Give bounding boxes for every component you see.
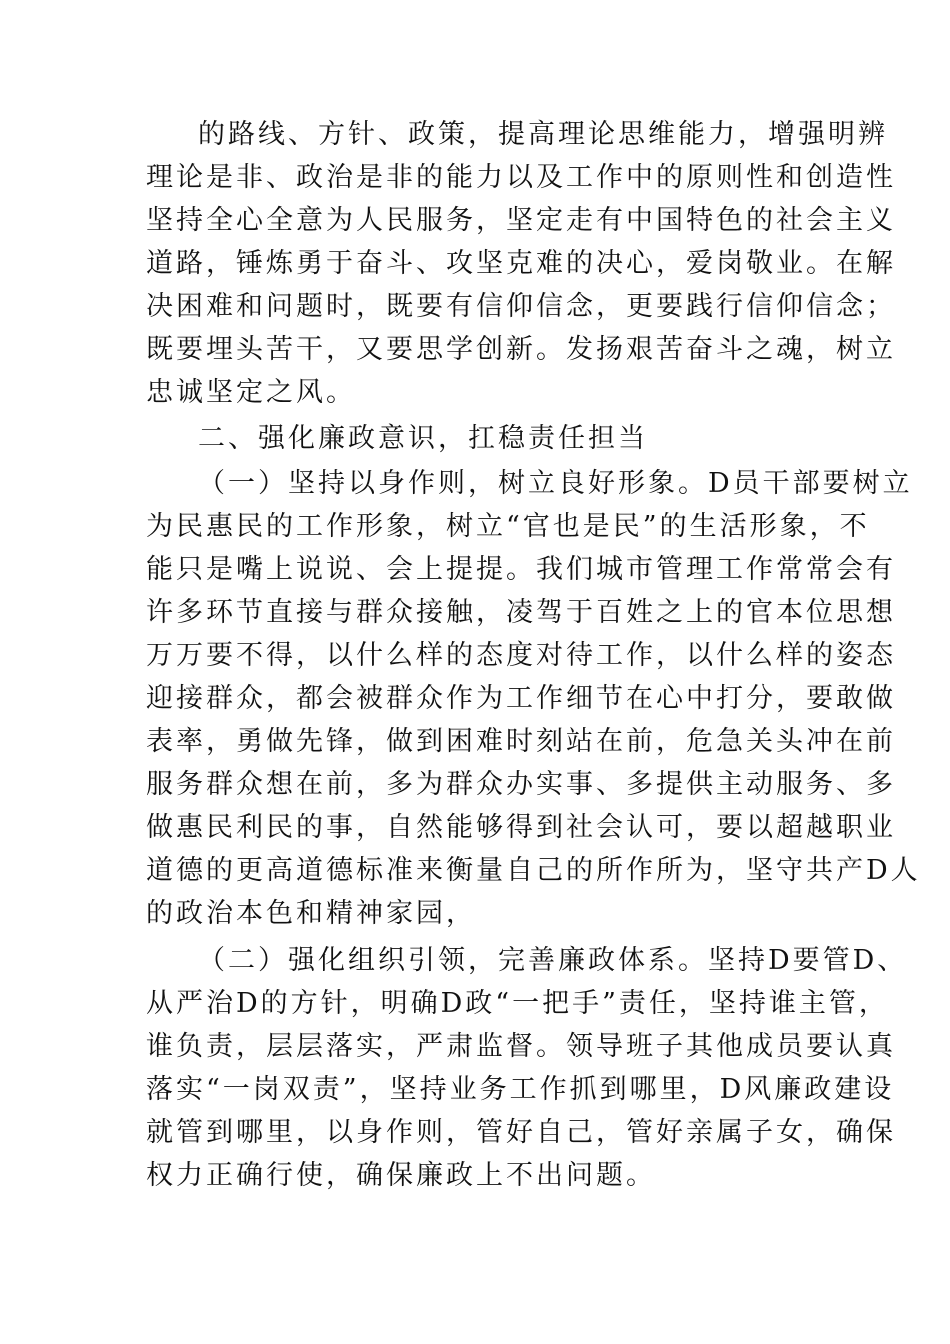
- text-line: 的路线、方针、政策，提高理论思维能力，增强明辨: [198, 119, 888, 150]
- text-line: 谁负责，层层落实，严肃监督。领导班子其他成员要认真: [146, 1031, 896, 1062]
- text-line: 服务群众想在前，多为群众办实事、多提供主动服务、多: [146, 769, 896, 800]
- text-line: 迎接群众，都会被群众作为工作细节在心中打分，要敢做: [146, 683, 896, 714]
- text-line: 许多环节直接与群众接触，凌驾于百姓之上的官本位思想: [146, 597, 896, 628]
- text-line: 落实“一岗双责”，坚持业务工作抓到哪里，D风廉政建设: [146, 1074, 895, 1105]
- text-line: 道路，锤炼勇于奋斗、攻坚克难的决心，爱岗敬业。在解: [146, 248, 896, 279]
- text-line: 表率，勇做先锋，做到困难时刻站在前，危急关头冲在前: [146, 726, 896, 757]
- section-heading: 二、强化廉政意识，扛稳责任担当: [198, 423, 648, 454]
- text-line: 理论是非、政治是非的能力以及工作中的原则性和创造性: [146, 162, 896, 193]
- text-line: 的政治本色和精神家园，: [146, 898, 476, 929]
- text-line: 万万要不得，以什么样的态度对待工作，以什么样的姿态: [146, 640, 896, 671]
- subsection-heading-line: （二）强化组织引领，完善廉政体系。坚持D要管D、: [198, 945, 908, 976]
- text-line: 道德的更高道德标准来衡量自己的所作所为，坚守共产D人: [146, 855, 921, 886]
- text-line: 做惠民利民的事，自然能够得到社会认可，要以超越职业: [146, 812, 896, 843]
- text-line: 权力正确行使，确保廉政上不出问题。: [146, 1160, 656, 1191]
- text-line: 既要埋头苦干，又要思学创新。发扬艰苦奋斗之魂，树立: [146, 334, 896, 365]
- text-line: 忠诚坚定之风。: [146, 377, 356, 408]
- text-line: 坚持全心全意为人民服务，坚定走有中国特色的社会主义: [146, 205, 896, 236]
- text-line: 为民惠民的工作形象，树立“官也是民”的生活形象，不: [146, 511, 870, 542]
- text-line: 能只是嘴上说说、会上提提。我们城市管理工作常常会有: [146, 554, 896, 585]
- text-line: 就管到哪里，以身作则，管好自己，管好亲属子女，确保: [146, 1117, 896, 1148]
- text-line: 决困难和问题时，既要有信仰信念，更要践行信仰信念；: [146, 291, 896, 322]
- subsection-heading-line: （一）坚持以身作则，树立良好形象。D员干部要树立: [198, 468, 913, 499]
- text-line: 从严治D的方针，明确D政“一把手”责任，坚持谁主管，: [146, 988, 889, 1019]
